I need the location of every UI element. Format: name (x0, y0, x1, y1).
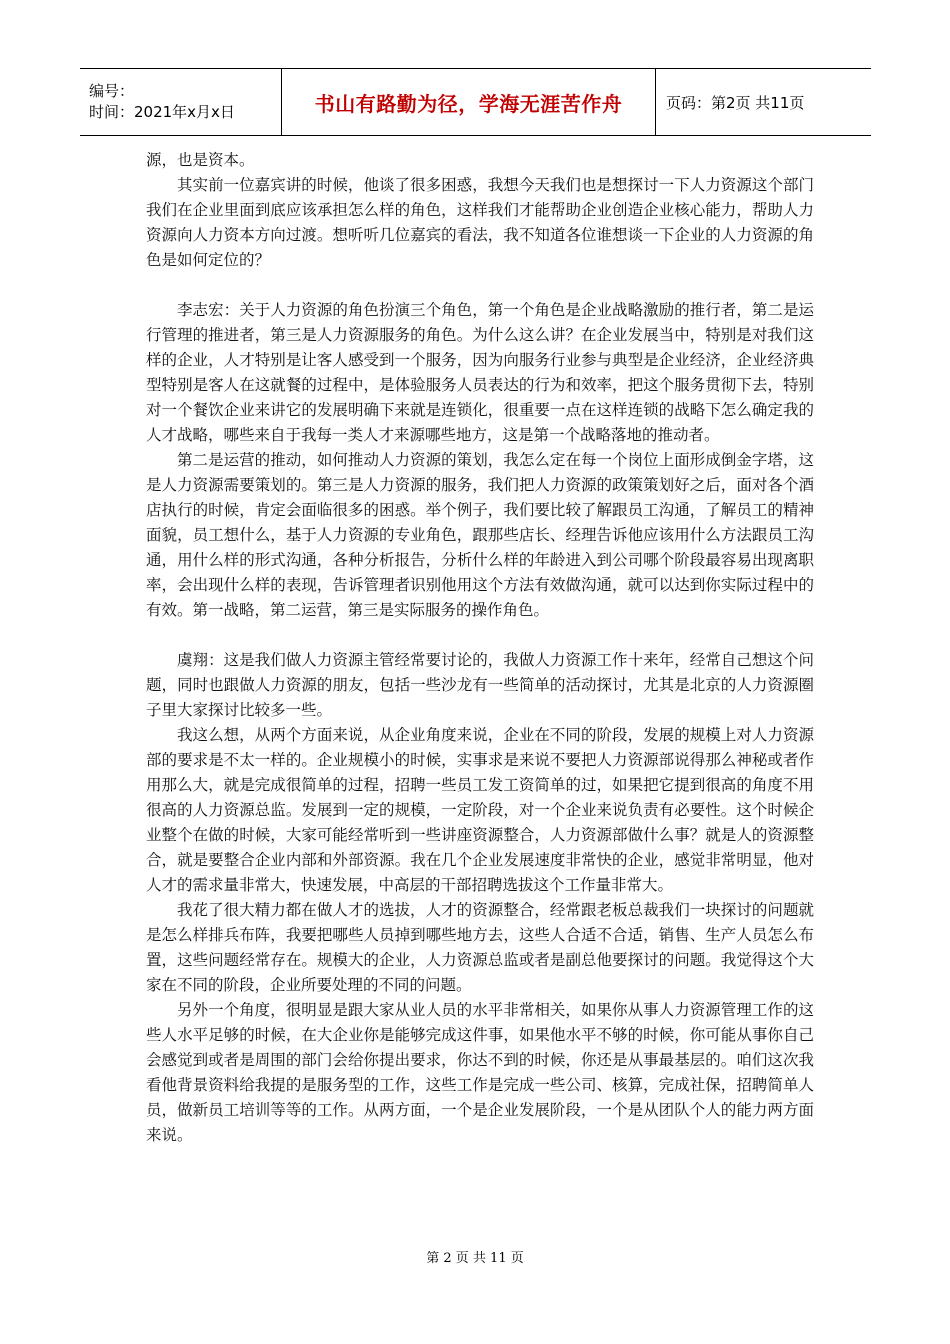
paragraph: 我花了很大精力都在做人才的选拔，人才的资源整合，经常跟老板总裁我们一块探讨的问题就是怎么样排兵布阵，我要把哪些人员掉到哪些地方去，这些人合适不合适，销售、生产人员怎么布置，这些问题经常存在。规模大的企业，人力资源总监或者是副总他要探讨的问题。我觉得这个大家在不同的阶段，企业所要处理的不同的问题。 (146, 901, 814, 994)
document-date-label: 时间：2021年x月x日 (89, 103, 235, 121)
page-header (80, 68, 871, 136)
footer-page-number: 第 2 页 共 11 页 (426, 1251, 524, 1266)
paragraph: 李志宏：关于人力资源的角色扮演三个角色，第一个角色是企业战略激励的推行者，第二是运行管理的推进者，第三是人力资源服务的角色。为什么这么讲？在企业发展当中，特别是对我们这样的企业，人才特别是让客人感受到一个服务，因为向服务行业参与典型是企业经济，企业经济典型特别是客人在这就餐的过程中，是体验服务人员表达的行为和效率，把这个服务贯彻下去，特别对一个餐饮企业来讲它的发展明确下来就是连锁化，很重要一点在这样连锁的战略下怎么确定我的人才战略，哪些来自于我每一类人才来源哪些地方，这是第一个战略落地的推动者。 (146, 301, 814, 444)
paragraph: 另外一个角度，很明显是跟大家从业人员的水平非常相关，如果你从事人力资源管理工作的这些人水平足够的时候，在大企业你是能够完成这件事，如果他水平不够的时候，你可能从事你自己会感觉到或者是周围的部门会给你提出要求，你达不到的时候，你还是从事最基层的。咱们这次我看他背景资料给我提的是服务型的工作，这些工作是完成一些公司、核算，完成社保，招聘简单人员，做新员工培训等等的工作。从两方面，一个是企业发展阶段，一个是从团队个人的能力两方面来说。 (146, 1001, 814, 1144)
page-footer (0, 1247, 950, 1266)
document-body (146, 148, 814, 1148)
paragraph-spacer (146, 623, 814, 648)
paragraph: 其实前一位嘉宾讲的时候，他谈了很多困惑，我想今天我们也是想探讨一下人力资源这个部门我们在企业里面到底应该承担怎么样的角色，这样我们才能帮助企业创造企业核心能力，帮助人力资源向人力资本方向过渡。想听听几位嘉宾的看法，我不知道各位谁想谈一下企业的人力资源的角色是如何定位的？ (146, 176, 814, 269)
document-number-label: 编号： (89, 82, 135, 100)
paragraph-spacer (146, 273, 814, 298)
header-motto-cell (282, 69, 656, 135)
header-motto: 书山有路勤为径，学海无涯苦作舟 (314, 91, 623, 116)
header-page-cell (656, 69, 871, 135)
paragraph: 虞翔：这是我们做人力资源主管经常要讨论的，我做人力资源工作十来年，经常自己想这个问题，同时也跟做人力资源的朋友，包括一些沙龙有一些简单的活动探讨，尤其是北京的人力资源圈子里大家探讨比较多一些。 (146, 651, 814, 719)
paragraph: 源，也是资本。 (146, 151, 255, 169)
header-page-number: 页码：第2页 共11页 (666, 93, 805, 112)
paragraph: 我这么想，从两个方面来说，从企业角度来说，企业在不同的阶段，发展的规模上对人力资源部的要求是不太一样的。企业规模小的时候，实事求是来说不要把人力资源部说得那么神秘或者作用那么大，就是完成很简单的过程，招聘一些员工发工资简单的过，如果把它提到很高的角度不用很高的人力资源总监。发展到一定的规模，一定阶段，对一个企业来说负责有必要性。这个时候企业整个在做的时候，大家可能经常听到一些讲座资源整合，人力资源部做什么事？就是人的资源整合，就是要整合企业内部和外部资源。我在几个企业发展速度非常快的企业，感觉非常明显，他对人才的需求量非常大，快速发展，中高层的干部招聘选拔这个工作量非常大。 (146, 726, 814, 894)
paragraph: 第二是运营的推动，如何推动人力资源的策划，我怎么定在每一个岗位上面形成倒金字塔，这是人力资源需要策划的。第三是人力资源的服务，我们把人力资源的政策策划好之后，面对各个酒店执行的时候，肯定会面临很多的困惑。举个例子，我们要比较了解跟员工沟通，了解员工的精神面貌，员工想什么，基于人力资源的专业角色，跟那些店长、经理告诉他应该用什么方法跟员工沟通，用什么样的形式沟通，各种分析报告，分析什么样的年龄进入到公司哪个阶段最容易出现离职率，会出现什么样的表现，告诉管理者识别他用这个方法有效做沟通，就可以达到你实际过程中的有效。第一战略，第二运营，第三是实际服务的操作角色。 (146, 451, 814, 619)
header-meta-cell (80, 69, 282, 135)
